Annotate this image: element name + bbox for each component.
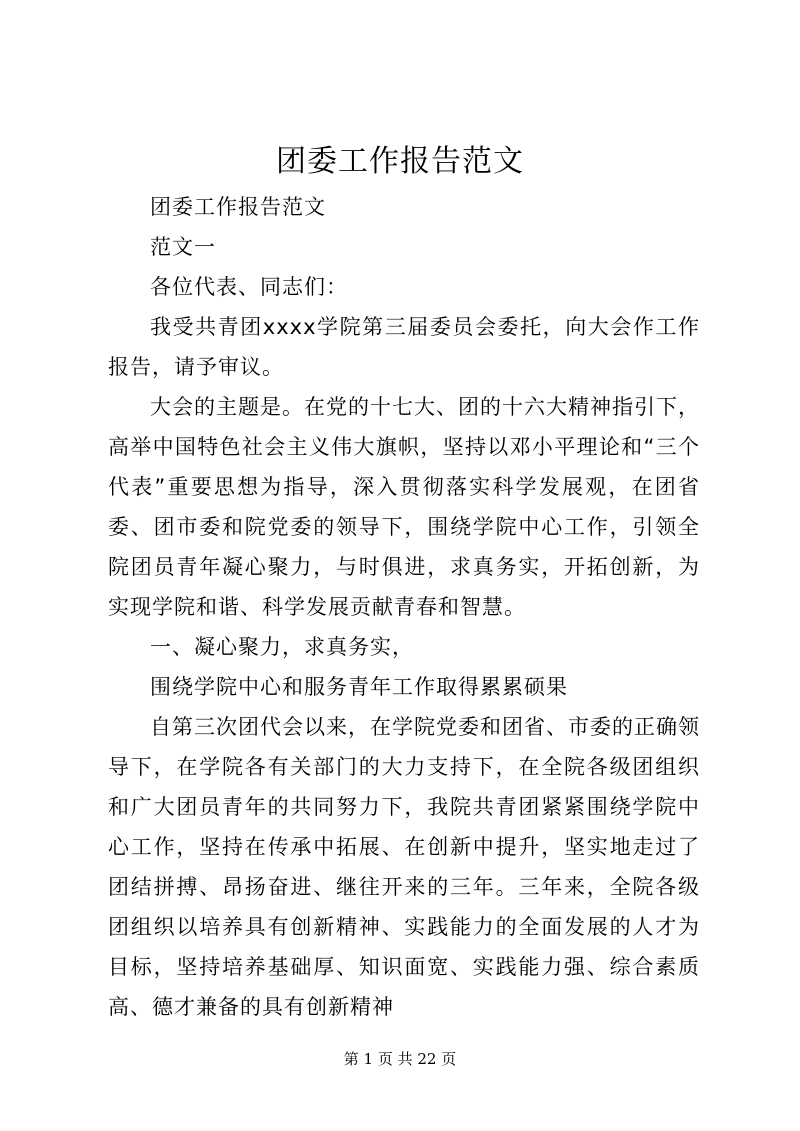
paragraph-theme: 大会的主题是。在党的十七大、团的十六大精神指引下，高举中国特色社会主义伟大旗帜，坚持以邓小平理论和“三个代表”重要思想为指导，深入贯彻落实科学发展观，在团省委、团市委和院党委的领导下，围绕学院中心工作，引领全院团员青年凝心聚力，与时俱进，求真务实，开拓创新，为实现学院和谐、科学发展贡献青春和智慧。 xyxy=(108,395,700,619)
paragraph-salutation: 各位代表、同志们： xyxy=(150,275,348,299)
paragraph-review: 自第三次团代会以来，在学院党委和团省、市委的正确领导下，在学院各有关部门的大力支持下，在全院各级团组织和广大团员青年的共同努力下，我院共青团紧紧围绕学院中心工作，坚持在传承中拓展、在创新中提升，坚实地走过了团结拼搏、昂扬奋进、继往开来的三年。三年来，全院各级团组织以培养具有创新精神、实践能力的全面发展的人才为目标，坚持培养基础厚、知识面宽、实践能力强、综合素质高、德才兼备的具有创新精神 xyxy=(108,715,700,1019)
page-footer: 第 1 页 共 22 页 xyxy=(343,1050,457,1068)
paragraph-section-heading: 一、凝心聚力，求真务实， xyxy=(150,635,414,659)
document-body xyxy=(108,187,700,1027)
paragraph-sample-label: 范文一 xyxy=(150,235,216,259)
document-title: 团委工作报告范文 xyxy=(276,144,524,179)
paragraph-section-subheading: 围绕学院中心和服务青年工作取得累累硕果 xyxy=(150,675,568,699)
paragraph-intro: 我受共青团xxxx学院第三届委员会委托，向大会作工作报告，请予审议。 xyxy=(108,315,700,379)
paragraph-heading-repeat: 团委工作报告范文 xyxy=(150,195,326,219)
